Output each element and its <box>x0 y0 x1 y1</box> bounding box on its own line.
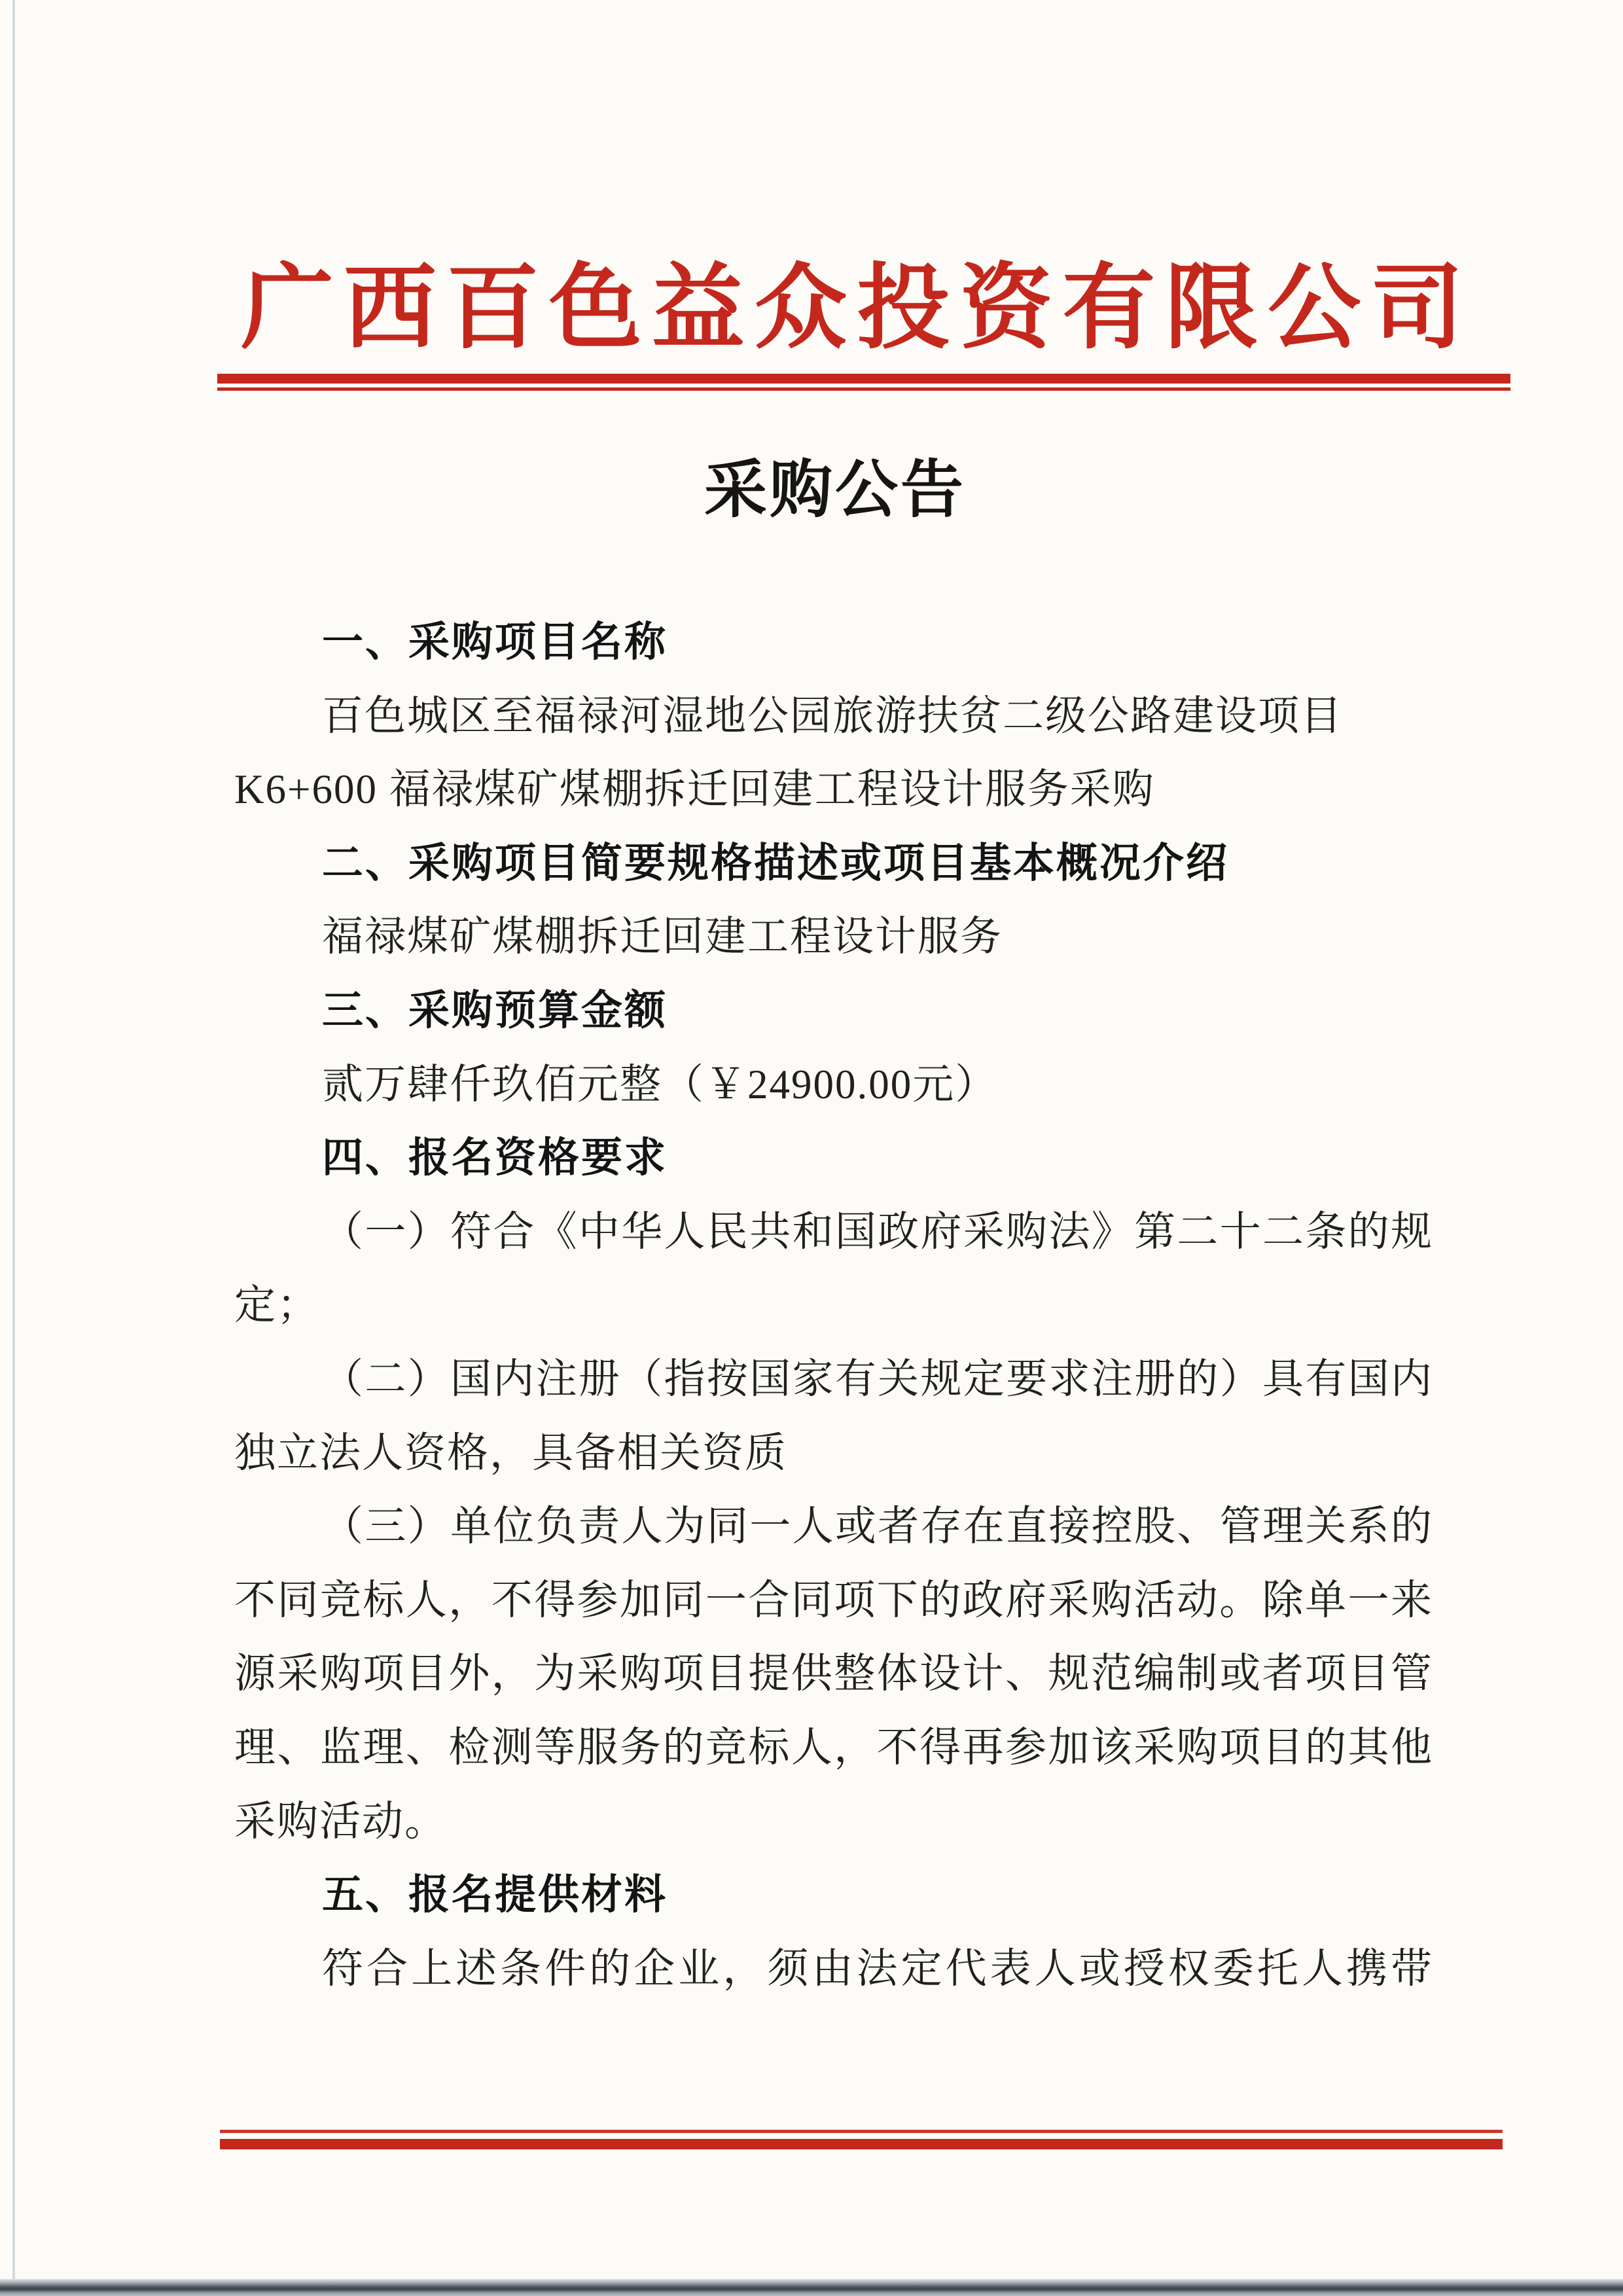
footer-rule-thin <box>220 2130 1503 2133</box>
scan-left-edge-artifact <box>12 0 15 2283</box>
body-line: （一）符合《中华人民共和国政府采购法》第二十二条的规 <box>322 1208 1433 1255</box>
body-line: 独立法人资格，具备相关资质 <box>234 1429 787 1476</box>
letterhead-company-name: 广西百色益众投资有限公司 <box>241 257 1463 360</box>
document-body <box>234 605 1433 2005</box>
section-heading-4: 四、报名资格要求 <box>322 1135 668 1181</box>
section-heading-3: 三、采购预算金额 <box>322 987 668 1033</box>
letterhead-rule-thick <box>217 374 1510 384</box>
body-line: 福禄煤矿煤棚拆迁回建工程设计服务 <box>322 914 1003 960</box>
body-line: 源采购项目外，为采购项目提供整体设计、规范编制或者项目管 <box>234 1651 1433 1697</box>
body-line: 不同竞标人，不得参加同一合同项下的政府采购活动。除单一来 <box>234 1577 1433 1623</box>
body-line: 采购活动。 <box>234 1798 447 1844</box>
body-line: 符合上述条件的企业，须由法定代表人或授权委托人携带 <box>322 1945 1433 1992</box>
body-line: 定； <box>234 1282 319 1329</box>
section-heading-5: 五、报名提供材料 <box>322 1872 668 1918</box>
footer-rule-thick <box>220 2139 1503 2149</box>
letterhead-rule-thin <box>217 387 1510 391</box>
body-line: 理、监理、检测等服务的竞标人，不得再参加该采购项目的其他 <box>234 1724 1433 1770</box>
body-line: 百色城区至福禄河湿地公园旅游扶贫二级公路建设项目 <box>322 692 1343 739</box>
scan-bottom-edge-artifact <box>0 2279 1623 2296</box>
section-heading-1: 一、采购项目名称 <box>322 619 668 665</box>
body-line-budget: 贰万肆仟玖佰元整（￥24900.00元） <box>322 1061 998 1107</box>
body-line: （三）单位负责人为同一人或者存在直接控股、管理关系的 <box>322 1503 1433 1550</box>
section-heading-2: 二、采购项目简要规格描述或项目基本概况介绍 <box>322 840 1229 886</box>
body-line: （二）国内注册（指按国家有关规定要求注册的）具有国内 <box>322 1355 1433 1402</box>
body-line: K6+600 福禄煤矿煤棚拆迁回建工程设计服务采购 <box>234 766 1155 813</box>
document-title: 采购公告 <box>704 455 966 525</box>
